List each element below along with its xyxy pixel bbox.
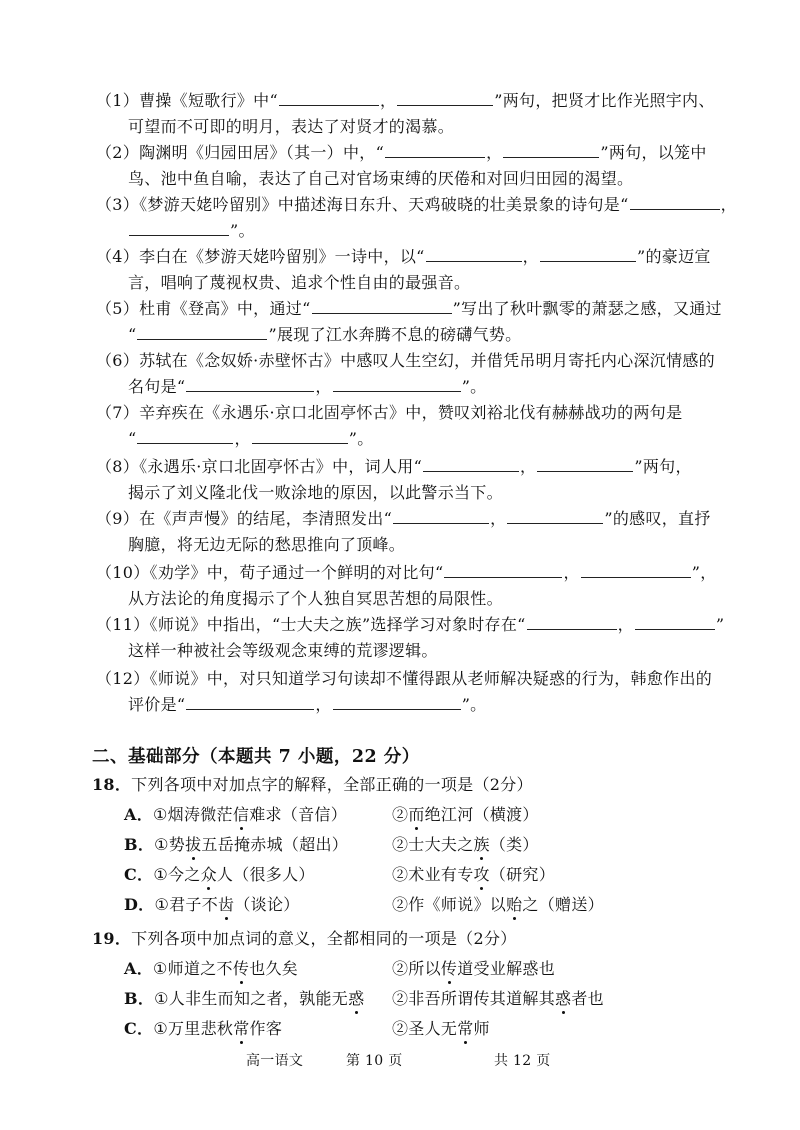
answer-blank[interactable] — [279, 91, 379, 106]
q19-option-a[interactable]: A．①师道之不传也久矣 — [124, 959, 299, 978]
item-6-line-2: 名句是“ ， ”。 — [128, 377, 487, 396]
answer-blank[interactable] — [423, 457, 519, 472]
item-12-line-2: 评价是“ ， ”。 — [128, 695, 487, 714]
item-3-line-2: ”。 — [128, 220, 255, 242]
answer-blank[interactable] — [581, 563, 691, 578]
question-18-stem: 18．下列各项中对加点字的解释，全部正确的一项是（2分） — [92, 775, 533, 794]
answer-blank[interactable] — [426, 247, 522, 262]
item-7-line-1: （7）辛弃疾在《永遇乐·京口北固亭怀古》中，赞叹刘裕北伐有赫赫战功的两句是 — [96, 403, 683, 422]
item-10-line-1: （10）《劝学》中，荀子通过一个鲜明的对比句“ ， ”， — [96, 563, 717, 582]
q19-option-b-part-2: ②非吾所谓传其道解其惑者也 — [392, 989, 604, 1008]
answer-blank[interactable] — [540, 247, 636, 262]
q18-option-b[interactable]: B．①势拔五岳掩赤城（超出） — [124, 835, 349, 854]
answer-blank[interactable] — [137, 325, 267, 340]
answer-blank[interactable] — [252, 429, 348, 444]
answer-blank[interactable] — [503, 143, 599, 158]
answer-blank[interactable] — [527, 615, 617, 630]
item-10-line-2: 从方法论的角度揭示了个人独自冥思苦想的局限性。 — [128, 589, 503, 608]
q18-option-c[interactable]: C．①今之众人（很多人） — [124, 865, 315, 884]
answer-blank[interactable] — [333, 377, 461, 392]
answer-blank[interactable] — [186, 377, 314, 392]
q18-option-d[interactable]: D．①君子不齿（谈论） — [124, 895, 300, 914]
q18-option-d-part-2: ②作《师说》以贻之（赠送） — [392, 895, 604, 914]
item-2-line-1: （2）陶渊明《归园田居》（其一）中，“ ， ”两句，以笼中 — [96, 143, 707, 162]
answer-blank[interactable] — [129, 221, 229, 236]
q19-option-c[interactable]: C．①万里悲秋常作客 — [124, 1019, 283, 1038]
answer-blank[interactable] — [137, 429, 233, 444]
item-8-line-1: （8）《永遇乐·京口北固亭怀古》中，词人用“ ， ”两句， — [96, 457, 692, 476]
q19-option-c-part-2: ②圣人无常师 — [392, 1019, 490, 1038]
footer-page-number: 第 10 页 — [346, 1053, 403, 1069]
q19-option-b[interactable]: B．①人非生而知之者，孰能无惑 — [124, 989, 365, 1008]
item-8-line-2: 揭示了刘义隆北伐一败涂地的原因，以此警示当下。 — [128, 483, 503, 502]
footer-subject: 高一语文 — [246, 1053, 304, 1069]
item-4-line-1: （4）李白在《梦游天姥吟留别》一诗中，以“ ， ”的豪迈宣 — [96, 247, 711, 266]
item-7-line-2: “ ， ”。 — [128, 429, 374, 448]
item-3-line-1: （3）《梦游天姥吟留别》中描述海日东升、天鸡破晓的壮美景象的诗句是“ ， — [96, 195, 737, 214]
item-2-line-2: 鸟、池中鱼自喻，表达了自己对官场束缚的厌倦和对回归田园的渴望。 — [128, 169, 634, 188]
answer-blank[interactable] — [186, 695, 314, 710]
item-11-line-2: 这样一种被社会等级观念束缚的荒谬逻辑。 — [128, 641, 438, 660]
item-5-line-2: “ ”展现了江水奔腾不息的磅礴气势。 — [128, 325, 522, 344]
item-6-line-1: （6）苏轼在《念奴娇·赤壁怀古》中感叹人生空幻，并借凭吊明月寄托内心深沉情感的 — [96, 351, 715, 370]
answer-blank[interactable] — [333, 695, 461, 710]
q18-option-a[interactable]: A．①烟涛微茫信难求（音信） — [124, 805, 347, 824]
item-5-line-1: （5）杜甫《登高》中，通过“ ”写出了秋叶飘零的萧瑟之感，又通过 — [96, 299, 722, 318]
answer-blank[interactable] — [635, 615, 715, 630]
item-11-line-1: （11）《师说》中指出，“士大夫之族”选择学习对象时存在“ ， ” — [96, 615, 725, 634]
item-4-line-2: 言，唱响了蔑视权贵、追求个性自由的最强音。 — [128, 273, 471, 292]
q18-option-b-part-2: ②士大夫之族（类） — [392, 835, 539, 854]
q18-option-a-part-2: ②而绝江河（横渡） — [392, 805, 539, 824]
item-1-line-1: （1）曹操《短歌行》中“ ， ”两句，把贤才比作光照宇内、 — [96, 91, 715, 110]
question-19-stem: 19．下列各项中加点词的意义，全都相同的一项是（2分） — [92, 929, 517, 948]
answer-blank[interactable] — [630, 195, 720, 210]
q18-option-c-part-2: ②术业有专攻（研究） — [392, 865, 556, 884]
answer-blank[interactable] — [444, 563, 562, 578]
footer-total-pages: 共 12 页 — [494, 1053, 551, 1069]
answer-blank[interactable] — [393, 509, 489, 524]
answer-blank[interactable] — [385, 143, 485, 158]
answer-blank[interactable] — [312, 299, 452, 314]
q19-option-a-part-2: ②所以传道受业解惑也 — [392, 959, 556, 978]
item-9-line-2: 胸臆，将无边无际的愁思推向了顶峰。 — [128, 535, 406, 554]
answer-blank[interactable] — [397, 91, 493, 106]
section-title: 二、基础部分（本题共 7 小题，22 分） — [92, 747, 420, 767]
item-12-line-1: （12）《师说》中，对只知道学习句读却不懂得跟从老师解决疑惑的行为，韩愈作出的 — [96, 669, 713, 688]
item-9-line-1: （9）在《声声慢》的结尾，李清照发出“ ， ”的感叹，直抒 — [96, 509, 711, 528]
answer-blank[interactable] — [507, 509, 603, 524]
item-1-line-2: 可望而不可即的明月，表达了对贤才的渴慕。 — [128, 117, 455, 136]
answer-blank[interactable] — [537, 457, 633, 472]
